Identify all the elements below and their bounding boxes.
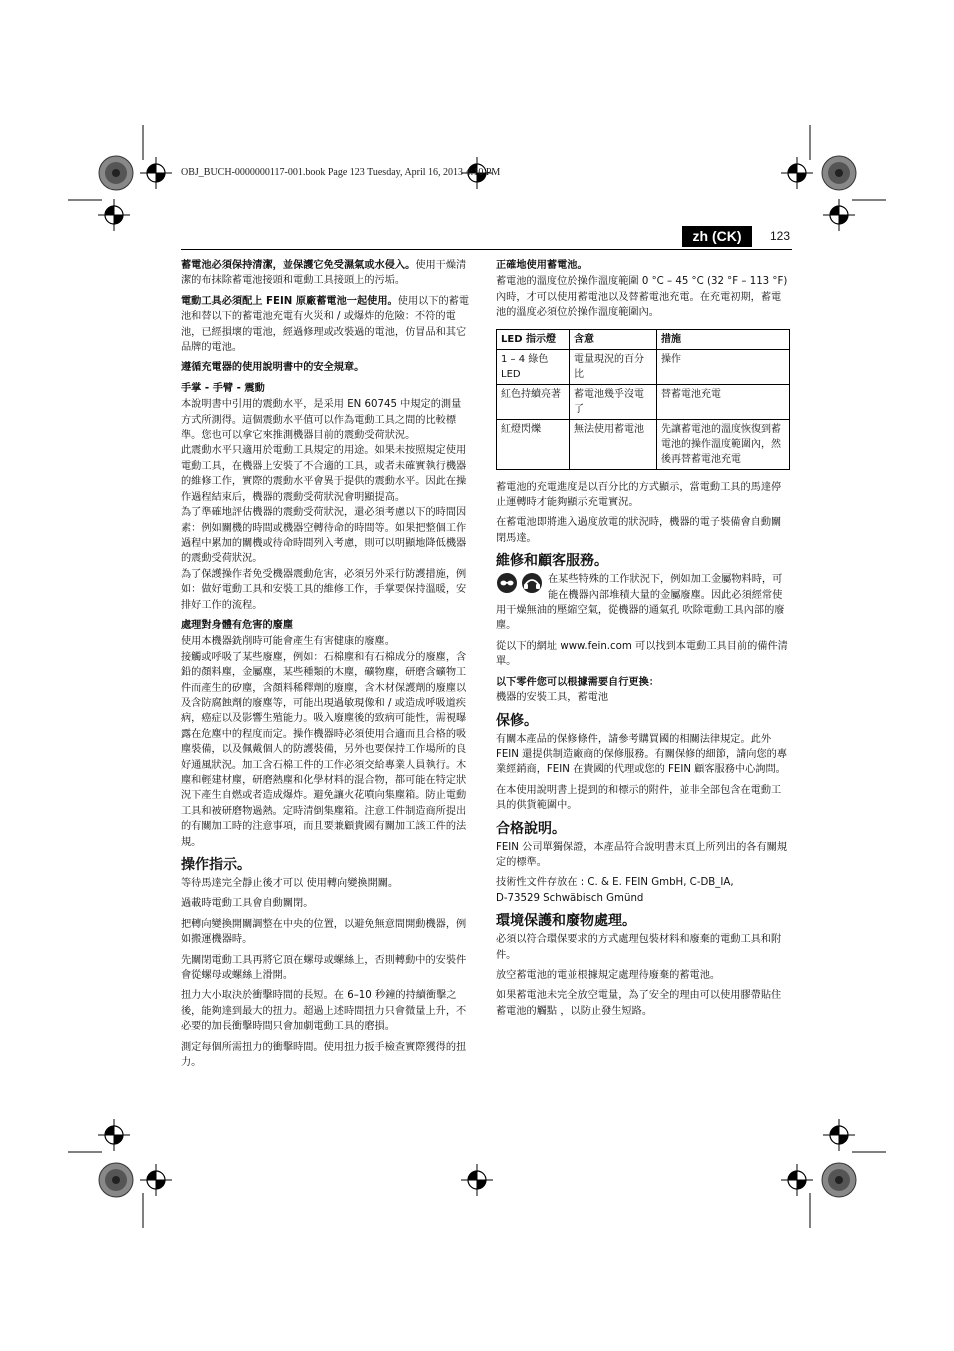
page-number: 123: [770, 229, 791, 243]
technical-file-line-1: 技術性文件存放在 : C. & E. FEIN GmbH, C-DB_IA,: [496, 877, 734, 889]
vibration-paragraph-2: 此震動水平只適用於電動工具規定的用途。如果未按照規定使用電動工具，在機器上安裝了不合適的工具，或者未確實執行機器的維修工作，實際的震動水平會異于提供的震動水平。因此在操作過程結束后，機器的震動受荷狀況會明顯提高。: [181, 445, 467, 503]
corner-dial-br: [822, 1163, 856, 1197]
table-cell: 替蓄電池充電: [657, 384, 790, 419]
environment-heading: 環境保護和廢物處理。: [496, 913, 636, 930]
operation-paragraph-3: 把轉向變換開關調整在中央的位置，以避免無意間開動機器，例如搬運機器時。: [181, 918, 467, 946]
right-column: [496, 258, 790, 1024]
battery-use-paragraph: 蓄電池的溫度位於操作溫度範圍 0 °C – 45 °C (32 °F – 113 °F) 內時，才可以使用蓄電池以及替蓄電池充電。在充電初期，蓄電池的溫度必須位於操作溫度範圍內。: [496, 276, 788, 319]
charger-safety-note: 遵循充電器的使用說明書中的安全規章。: [181, 362, 365, 374]
conformity-paragraph-1: FEIN 公司單獨保證，本產品符合說明書末頁上所列出的各有關規定的標準。: [496, 841, 788, 868]
eye-protection-icon: [497, 573, 517, 593]
operation-paragraph-1: 等待馬達完全靜止後才可以 使用轉向變換開關。: [181, 878, 399, 890]
operation-paragraph-2: 過載時電動工具會自動關閉。: [181, 898, 314, 910]
table-cell: 蓄電池幾乎沒電了: [570, 384, 657, 419]
registration-cross-bottom-left: [140, 1164, 172, 1196]
vibration-paragraph-1: 本說明書中引用的震動水平，是采用 EN 60745 中規定的測量方式所測得。這個震動水平值可以作為電動工具之間的比較標準。您也可以拿它來推測機器目前的震動受荷狀況。: [181, 399, 462, 442]
ear-protection-icon: [522, 573, 542, 593]
table-cell: 電量現況的百分比: [570, 349, 657, 384]
vibration-heading: 手掌 - 手臂 - 震動: [181, 382, 265, 394]
table-cell: 紅燈閃爍: [497, 419, 570, 469]
table-row: [497, 419, 790, 469]
table-cell: 紅色持續亮著: [497, 384, 570, 419]
warranty-heading: 保修。: [496, 712, 538, 729]
operation-heading: 操作指示。: [181, 857, 251, 874]
registration-cross-side-right-bottom: [823, 1119, 855, 1151]
corner-dial-tr: [822, 156, 856, 190]
operation-paragraph-5: 扭力大小取決於衝擊時間的長短。在 6–10 秒鐘的持續衝擊之後，能夠達到最大的扭力。超過上述時間扭力只會微量上升，不必要的加長衝擊時間只會加劇電動工具的磨損。: [181, 990, 467, 1033]
registration-cross-side-right-top: [823, 199, 855, 231]
deep-discharge-paragraph: 在蓄電池即將進入過度放電的狀況時，機器的電子裝備會自動關閉馬達。: [496, 517, 782, 544]
vibration-paragraph-3: 為了準確地評估機器的震動受荷狀況，還必須考慮以下的時間因素：例如關機的時間或機器空轉待命的時間等。如果把整個工作過程中累加的關機或待命時間列入考慮，則可以明顯地降低機器的震動受荷狀況。: [181, 507, 467, 565]
vibration-paragraph-4: 為了保護操作者免受機器震動危害，必須另外采行防護措施，例如：做好電動工具和安裝工具的維修工作，手掌要保持溫暖，安排好工作的流程。: [181, 568, 467, 611]
service-paragraph-2: 從以下的網址 www.fein.com 可以找到本電動工具目前的備件清單。: [496, 640, 788, 668]
battery-use-heading: 正確地使用蓄電池。: [496, 260, 588, 271]
table-row: [497, 349, 790, 384]
registration-cross-side-left-top: [98, 199, 130, 231]
dust-paragraph-2: 接觸或呼吸了某些廢塵，例如：石棉塵和有石棉成分的廢塵，含鉛的顏料塵，金屬塵，某些種類的木塵，礦物塵，研磨含礦物工件而產生的矽塵，含顏料稀釋劑的廢塵，含木材保護劑的廢塵以及含防腐蝕劑的廢塵等，可能出現過敏現像和 / 或造成呼吸道疾病，癌症以及影響生殖能力。吸入廢塵後的致病可能性，需視曝露在危塵中的程度而定。操作機器時必須使用合適而且合格的吸塵裝備，以及佩戴個人的防護裝備，另外也要保持工作場所的良好通風狀況。加工含石棉工件的工作必須交給專業人員執行。木塵和輕建材塵，研磨熱塵和化學材料的混合物，都可能在特定狀況下產生自燃或者造成爆炸。避免讓火花噴向集塵箱。防止電動工具和被研磨物過熱。定時清倒集塵箱。注意工件制造商所提出的有關加工時的注意事項，而且要兼顧貴國有關加工該工件的法規。: [181, 651, 467, 848]
registration-cross-side-left-bottom: [98, 1119, 130, 1151]
environment-paragraph-1: 必須以符合環保要求的方式處理包裝材料和廢棄的電動工具和附件。: [496, 934, 782, 961]
table-cell: 無法使用蓄電池: [570, 419, 657, 469]
registration-cross-bottom-center: [461, 1164, 493, 1196]
safety-icons: [496, 572, 544, 599]
technical-file-line-2: D-73529 Schwäbisch Gmünd: [496, 892, 644, 904]
dust-heading: 處理對身體有危害的廢塵: [181, 619, 294, 631]
replaceable-parts-heading: 以下零件您可以根據需要自行更換：: [496, 676, 659, 688]
print-slug: OBJ_BUCH-0000000117-001.book Page 123 Tuesday, April 16, 2013 4:10 PM: [181, 167, 501, 178]
led-table-header: LED 指示燈: [497, 329, 570, 349]
replaceable-parts-list: 機器的安裝工具，蓄電池: [496, 692, 609, 704]
warranty-paragraph-1: 有關本產品的保修條件，請參考購買國的相關法律規定。此外 FEIN 還提供制造廠商的保修服務。有關保修的細節，請向您的專業經銷商，FEIN 在貴國的代理或您的 FEIN 顧客服務中心詢問。: [496, 733, 788, 776]
operation-paragraph-6: 測定每個所需扭力的衝擊時間。使用扭力扳手檢查實際獲得的扭力。: [181, 1041, 467, 1069]
corner-dial-tl: [99, 156, 133, 190]
environment-paragraph-2: 放空蓄電池的電並根據規定處理待廢棄的蓄電池。: [496, 969, 721, 981]
header-rule: [181, 249, 792, 250]
charge-display-paragraph: 蓄電池的充電進度是以百分比的方式顯示，當電動工具的馬達停止運轉時才能夠顯示充電實況。: [496, 481, 782, 509]
dust-paragraph-1: 使用本機器銑削時可能會產生有害健康的廢塵。: [181, 636, 395, 648]
left-column: [181, 258, 471, 1076]
led-table-header-row: [497, 329, 790, 349]
registration-cross-bottom-right: [781, 1164, 813, 1196]
table-cell: 操作: [657, 349, 790, 384]
table-cell: 先讓蓄電池的溫度恢復到蓄電池的操作溫度範圍內，然後再替蓄電池充電: [657, 419, 790, 469]
service-paragraph-1: 在某些特殊的工作狀況下，例如加工金屬物料時，可能在機器內部堆積大量的金屬廢塵。因此必須經常使用干燥無油的壓縮空氣，從機器的通氣孔 吹除電動工具內部的廢塵。: [496, 574, 785, 632]
table-row: [497, 384, 790, 419]
warranty-paragraph-2: 在本使用說明書上提到的和標示的附件，並非全部包含在電動工具的供貨範圍中。: [496, 784, 782, 812]
conformity-heading: 合格說明。: [496, 820, 566, 837]
corner-dial-bl: [99, 1163, 133, 1197]
registration-cross-top-left: [140, 157, 172, 189]
led-table-header: 措施: [657, 329, 790, 349]
table-cell: 1 – 4 綠色 LED: [497, 349, 570, 384]
registration-cross-top-right: [781, 157, 813, 189]
environment-paragraph-3: 如果蓄電池未完全放空電量，為了安全的理由可以使用膠帶貼住蓄電池的觸點 ，以防止發生短路。: [496, 990, 782, 1017]
battery-clean-paragraph: 蓄電池必須保持清潔，並保護它免受濕氣或水侵入。使用干燥清潔的布抹除蓄電池接頭和電動工具接頭上的污垢。: [181, 260, 467, 287]
fein-battery-paragraph: 電動工具必須配上 FEIN 原廠蓄電池一起使用。使用以下的蓄電池和替以下的蓄電池充電有火災和 / 或爆炸的危險：不符的電池，已經損壞的電池，經過修理或改裝過的電池，仿冒品和其它品牌的電池。: [181, 295, 470, 354]
led-table-header: 含意: [570, 329, 657, 349]
language-badge: zh (CK): [682, 226, 752, 247]
led-table: [496, 329, 790, 470]
operation-paragraph-4: 先關閉電動工具再將它頂在螺母或螺絲上，否則轉動中的安裝件會從螺母或螺絲上滑開。: [181, 954, 467, 982]
service-heading: 維修和顧客服務。: [496, 553, 608, 570]
